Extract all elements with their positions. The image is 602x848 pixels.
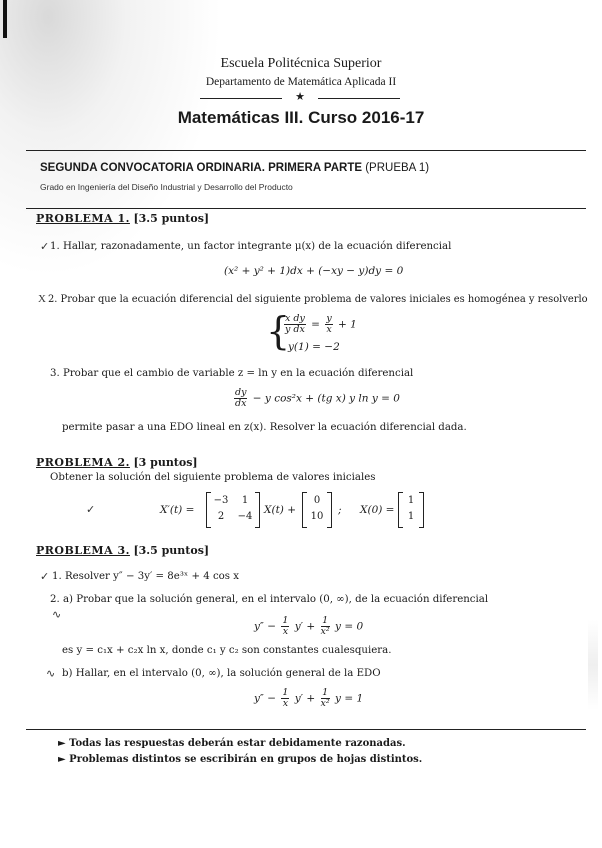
p1-q3-equation: $\frac{dy}{dx}$ − y cos²x + (tg x) y ln y = 0 <box>235 387 400 409</box>
p1-q1-text: 1. Hallar, razonadamente, un factor integrante μ(x) de la ecuación diferencial <box>50 241 452 252</box>
system-brace: { <box>266 309 291 353</box>
degree-name: Grado en Ingeniería del Diseño Industrial y Desarrollo del Producto <box>40 182 293 192</box>
vector-c <box>398 492 424 528</box>
p1-q1-equation: (x² + y² + 1)dx + (−xy − y)dy = 0 <box>224 265 404 277</box>
matrix-a <box>206 492 260 528</box>
vector-b-cell: 0 <box>313 495 321 506</box>
p3-q2a-equation: y″ − $\frac{1}{x}$ y′ + $\frac{1}{\text{x²}}$ y = 0 <box>254 615 364 637</box>
p3-q2b-text: b) Hallar, en el intervalo (0, ∞), la solución general de la EDO <box>62 668 381 679</box>
department-name: Departamento de Matemática Aplicada II <box>205 76 397 88</box>
matrix-a-cell: −4 <box>237 511 253 522</box>
tilde-mark-icon: ∿ <box>46 667 56 680</box>
course-title: Matemáticas III. Curso 2016-17 <box>177 108 425 127</box>
vector-b-cell: 10 <box>310 511 324 522</box>
p2-separator: ; <box>338 504 342 516</box>
note-item: ► Todas las respuestas deberán estar debidamente razonadas. <box>58 738 406 749</box>
p3-q2a-text: 2. a) Probar que la solución general, en el intervalo (0, ∞), de la ecuación diferencial <box>50 594 489 605</box>
vector-c-cell: 1 <box>407 511 415 522</box>
scan-edge-mark <box>3 0 7 38</box>
check-icon: ✓ <box>40 240 50 253</box>
scan-smudge <box>588 620 598 710</box>
convocatoria-title: SEGUNDA CONVOCATORIA ORDINARIA. PRIMERA PARTE (PRUEBA 1) <box>40 162 430 174</box>
p2-mid: X(t) + <box>264 504 297 516</box>
check-icon: ✓ <box>40 570 50 583</box>
star-icon: ★ <box>295 90 305 103</box>
problem3-title: PROBLEMA 3. [3.5 puntos] <box>36 544 210 557</box>
p3-q1-text: 1. Resolver y″ − 3y′ = 8e³ˣ + 4 cos x <box>52 571 240 582</box>
vector-b <box>302 492 332 528</box>
header-divider <box>200 92 400 104</box>
p1-q2-text: 2. Probar que la ecuación diferencial del siguiente problema de valores iniciales es homogénea y resolverlo <box>48 294 588 305</box>
p3-q2a-solution: es y = c₁x + c₂x ln x, donde c₁ y c₂ son constantes cualesquiera. <box>62 645 392 656</box>
matrix-a-cell: 1 <box>241 495 249 506</box>
p1-q3-text: 3. Probar que el cambio de variable z = ln y en la ecuación diferencial <box>50 368 414 379</box>
top-rule <box>26 150 586 151</box>
p2-text: Obtener la solución del siguiente problema de valores iniciales <box>50 472 376 483</box>
p1-q2-system-eq: $\frac{\text{x dy}}{\text{y dx}}$ = $\frac{y}{x}$ + 1 <box>285 313 357 335</box>
p1-q3-text2: permite pasar a una EDO lineal en z(x). Resolver la ecuación diferencial dada. <box>62 422 467 433</box>
school-name: Escuela Politécnica Superior <box>220 56 382 71</box>
cross-icon: X <box>38 293 46 305</box>
check-icon: ✓ <box>86 503 96 516</box>
vector-c-cell: 1 <box>407 495 415 506</box>
section-rule <box>26 208 586 209</box>
problem2-title: PROBLEMA 2. [3 puntos] <box>36 456 198 469</box>
matrix-a-cell: 2 <box>217 511 225 522</box>
matrix-a-cell: −3 <box>213 495 229 506</box>
p2-ic-lhs: X(0) = <box>360 504 395 516</box>
p3-q2b-equation: y″ − $\frac{1}{x}$ y′ + $\frac{1}{\text{x²}}$ y = 1 <box>254 687 364 709</box>
p2-lhs: X′(t) = <box>160 504 195 516</box>
p1-q2-initial-condition: y(1) = −2 <box>288 341 340 353</box>
tilde-mark-icon: ∿ <box>52 608 62 621</box>
note-item: ► Problemas distintos se escribirán en grupos de hojas distintos. <box>58 754 423 765</box>
problem1-title: PROBLEMA 1. [3.5 puntos] <box>36 212 210 225</box>
footer-rule <box>26 729 586 730</box>
